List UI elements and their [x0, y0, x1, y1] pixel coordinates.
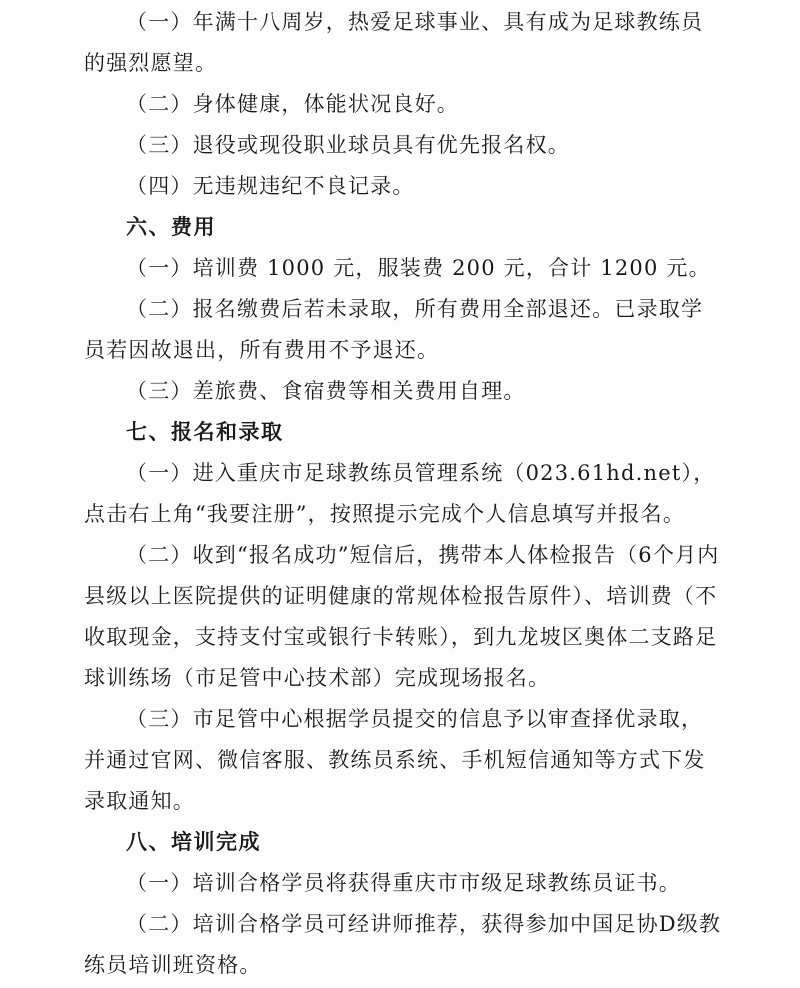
registration-admission-paragraph: （三）市足管中心根据学员提交的信息予以审查择优录取，并通过官网、微信客服、教练员系统、手机短信通知等方式下发录取通知。 [84, 707, 706, 813]
section-heading-fees: 六、费用 [126, 215, 216, 239]
fees-refund-paragraph: （二）报名缴费后若未录取，所有费用全部退还。已录取学员若因故退出，所有费用不予退还。 [84, 297, 704, 362]
requirement-age-paragraph: （一）年满十八周岁，热爱足球事业、具有成为足球教练员的强烈愿望。 [84, 10, 704, 75]
completion-d-license-paragraph: （二）培训合格学员可经讲师推荐，获得参加中国足协D级教练员培训班资格。 [84, 912, 722, 977]
requirement-health-paragraph: （二）身体健康，体能状况良好。 [126, 92, 459, 116]
fees-training-paragraph: （一）培训费 1000 元，服装费 200 元，合计 1200 元。 [126, 256, 711, 280]
requirement-player-priority-paragraph: （三）退役或现役职业球员具有优先报名权。 [126, 133, 570, 157]
registration-system-paragraph: （一）进入重庆市足球教练员管理系统（023.61hd.net），点击右上角“我要注册”，按照提示完成个人信息填写并报名。 [84, 461, 716, 526]
section-heading-registration: 七、报名和录取 [126, 420, 284, 444]
completion-certificate-paragraph: （一）培训合格学员将获得重庆市市级足球教练员证书。 [126, 871, 681, 895]
fees-travel-paragraph: （三）差旅费、食宿费等相关费用自理。 [126, 379, 526, 403]
registration-onsite-paragraph: （二）收到“报名成功”短信后，携带本人体检报告（6个月内县级以上医院提供的证明健康的常规体检报告原件）、培训费（不收取现金，支持支付宝或银行卡转账），到九龙坡区奥体二支路足球训练场（市足管中心技术部）完成现场报名。 [84, 543, 720, 690]
requirement-record-paragraph: （四）无违规违纪不良记录。 [126, 174, 415, 198]
section-heading-completion: 八、培训完成 [126, 830, 261, 854]
